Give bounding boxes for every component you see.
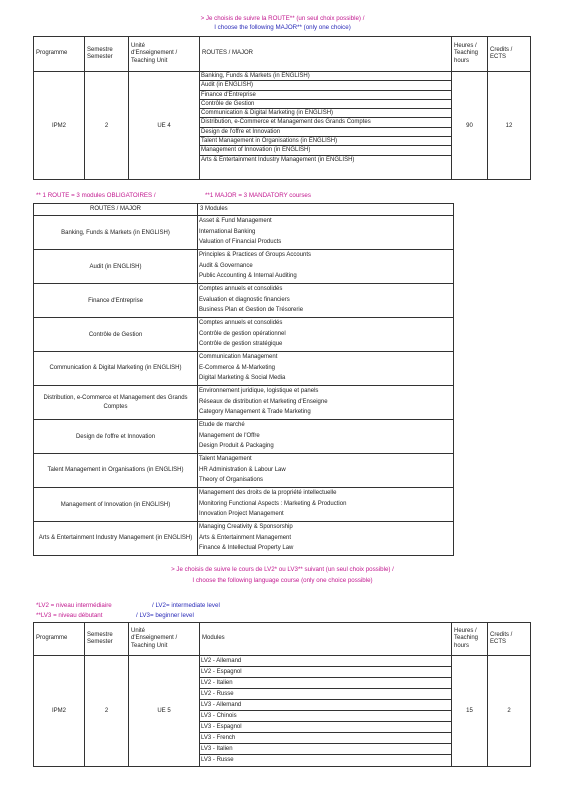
- language-option[interactable]: LV2 - Russe: [200, 689, 451, 700]
- route-option[interactable]: Audit (in ENGLISH): [200, 81, 451, 90]
- route-option[interactable]: Arts & Entertainment Industry Management (in ENGLISH): [201, 156, 355, 163]
- module-item: Comptes annuels et consolidés: [199, 286, 283, 292]
- module-item: Réseaux de distribution et Marketing d'Enseigne: [199, 398, 328, 405]
- route-option[interactable]: Communication & Digital Marketing (in ENGLISH): [200, 109, 451, 118]
- note-lv3-en: / LV3= beginner level: [136, 612, 194, 619]
- section2-heading-right: **1 MAJOR = 3 MANDATORY courses: [205, 192, 311, 199]
- cell-credits: 2: [488, 656, 531, 767]
- header-credits: Credits / ECTS: [488, 37, 531, 72]
- cell-credits: 12: [488, 72, 531, 180]
- route-option[interactable]: Distribution, e-Commerce et Management des Grands Comptes: [200, 118, 451, 127]
- cell-routes-list: [200, 72, 452, 180]
- header-heures: Heures / Teaching hours: [452, 623, 488, 656]
- module-item: Environnement juridique, logistique et panels: [199, 388, 319, 394]
- module-item: HR Administration & Labour Law: [199, 466, 286, 473]
- cell-heures: 90: [452, 72, 488, 180]
- module-item: Audit & Governance: [199, 262, 253, 269]
- module-item: Management des droits de la propriété intellectuelle: [199, 490, 337, 496]
- header-semestre: Semestre Semester: [85, 37, 129, 72]
- header-routes: ROUTES / MAJOR: [200, 37, 452, 72]
- section3-heading-fr: > Je choisis de suivre le cours de LV2* ou LV3** suivant (un seul choix possible) /: [171, 566, 394, 573]
- module-item: Arts & Entertainment Management: [199, 534, 292, 541]
- header-heures: Heures / Teaching hours: [452, 37, 488, 72]
- module-item: Category Management & Trade Marketing: [199, 409, 311, 416]
- language-option[interactable]: LV3 - Chinois: [200, 711, 451, 722]
- route-option[interactable]: Talent Management in Organisations (in ENGLISH): [200, 137, 451, 146]
- section1-heading-en: I choose the following MAJOR** (only one choice): [214, 24, 351, 31]
- route-option[interactable]: Design de l'offre et Innovation: [200, 128, 451, 137]
- module-item: Public Accounting & Internal Auditing: [199, 273, 297, 280]
- header-programme: Programme: [34, 37, 85, 72]
- language-option[interactable]: LV3 - Espagnol: [200, 722, 451, 733]
- route-name: Design de l'offre et Innovation: [34, 420, 198, 454]
- cell-semestre: 2: [85, 72, 129, 180]
- header-unite: Unité d'Enseignement / Teaching Unit: [129, 37, 200, 72]
- route-name: Audit (in ENGLISH): [34, 250, 198, 284]
- module-item: Finance & Intellectual Property Law: [199, 545, 294, 552]
- note-lv2-fr: *LV2 = niveau intermédiaire: [36, 602, 112, 609]
- module-item: Principles & Practices of Groups Accounts: [199, 252, 312, 258]
- header-credits: Credits / ECTS: [488, 623, 531, 656]
- module-item: E-Commerce & M-Marketing: [199, 364, 276, 371]
- module-item: Contrôle de gestion opérationnel: [199, 330, 286, 337]
- language-option[interactable]: LV3 - Italien: [200, 744, 451, 755]
- language-option[interactable]: LV3 - Russe: [201, 757, 234, 763]
- language-option[interactable]: LV3 - Allemand: [200, 700, 451, 711]
- module-item: Managing Creativity & Sponsorship: [199, 524, 293, 530]
- route-name: Management of Innovation (in ENGLISH): [34, 488, 198, 522]
- route-name: Contrôle de Gestion: [34, 318, 198, 352]
- header-programme: Programme: [34, 623, 85, 656]
- module-item: Evaluation et diagnostic financiers: [199, 296, 290, 303]
- cell-heures: 15: [452, 656, 488, 767]
- module-item: Design Produit & Packaging: [199, 443, 274, 450]
- route-modules-table: [33, 203, 454, 556]
- header-3-modules: 3 Modules: [198, 204, 454, 216]
- section1-heading-fr: > Je choisis de suivre la ROUTE** (un seul choix possible) /: [200, 15, 365, 22]
- route-name: Talent Management in Organisations (in ENGLISH): [34, 454, 198, 488]
- cell-programme: IPM2: [34, 656, 85, 767]
- language-choice-table: [33, 622, 531, 767]
- header-semestre: Semestre Semester: [85, 623, 129, 656]
- module-item: International Banking: [199, 228, 256, 235]
- note-lv3-fr: **LV3 = niveau débutant: [36, 612, 103, 619]
- module-item: Monitoring Functional Aspects : Marketing & Production: [199, 500, 347, 507]
- module-item: Business Plan et Gestion de Trésorerie: [199, 307, 304, 314]
- route-option[interactable]: Management of Innovation (in ENGLISH): [200, 146, 451, 155]
- section3-heading-en: I choose the following language course (only one choice possible): [192, 577, 373, 584]
- header-modules: Modules: [200, 623, 452, 656]
- cell-semestre: 2: [85, 656, 129, 767]
- route-name: Communication & Digital Marketing (in ENGLISH): [34, 352, 198, 386]
- cell-ue: UE 4: [129, 72, 200, 180]
- route-option[interactable]: Finance d'Entreprise: [200, 91, 451, 100]
- module-item: Innovation Project Management: [199, 511, 284, 518]
- module-item: Comptes annuels et consolidés: [199, 320, 283, 326]
- module-item: Talent Management: [199, 456, 252, 462]
- route-name: Arts & Entertainment Industry Management (in ENGLISH): [34, 522, 198, 556]
- note-lv2-en: / LV2= intermediate level: [152, 602, 220, 609]
- module-item: Asset & Fund Management: [199, 218, 272, 224]
- header-routes-major: ROUTES / MAJOR: [34, 204, 198, 216]
- route-name: Banking, Funds & Markets (in ENGLISH): [34, 216, 198, 250]
- route-name: Distribution, e-Commerce et Management des Grands Comptes: [34, 386, 198, 420]
- module-item: Valuation of Financial Products: [199, 239, 282, 246]
- cell-ue: UE 5: [129, 656, 200, 767]
- language-option[interactable]: LV2 - Espagnol: [200, 667, 451, 678]
- section2-heading-left: ** 1 ROUTE = 3 modules OBLIGATOIRES /: [36, 192, 156, 199]
- cell-programme: IPM2: [34, 72, 85, 180]
- route-option[interactable]: Contrôle de Gestion: [200, 100, 451, 109]
- module-item: Communication Management: [199, 354, 278, 360]
- route-option[interactable]: Banking, Funds & Markets (in ENGLISH): [200, 72, 451, 81]
- route-name: Finance d'Entreprise: [34, 284, 198, 318]
- module-item: Digital Marketing & Social Media: [199, 375, 286, 382]
- language-option[interactable]: LV2 - Allemand: [200, 656, 451, 667]
- module-item: Etude de marché: [199, 422, 245, 428]
- route-choice-table: [33, 36, 531, 180]
- language-option[interactable]: LV2 - Italien: [200, 678, 451, 689]
- module-item: Management de l'Offre: [199, 432, 260, 439]
- header-unite: Unité d'Enseignement / Teaching Unit: [129, 623, 200, 656]
- language-option[interactable]: LV3 - French: [200, 733, 451, 744]
- module-item: Contrôle de gestion stratégique: [199, 341, 283, 348]
- module-item: Theory of Organisations: [199, 477, 264, 484]
- cell-languages-list: [200, 656, 452, 767]
